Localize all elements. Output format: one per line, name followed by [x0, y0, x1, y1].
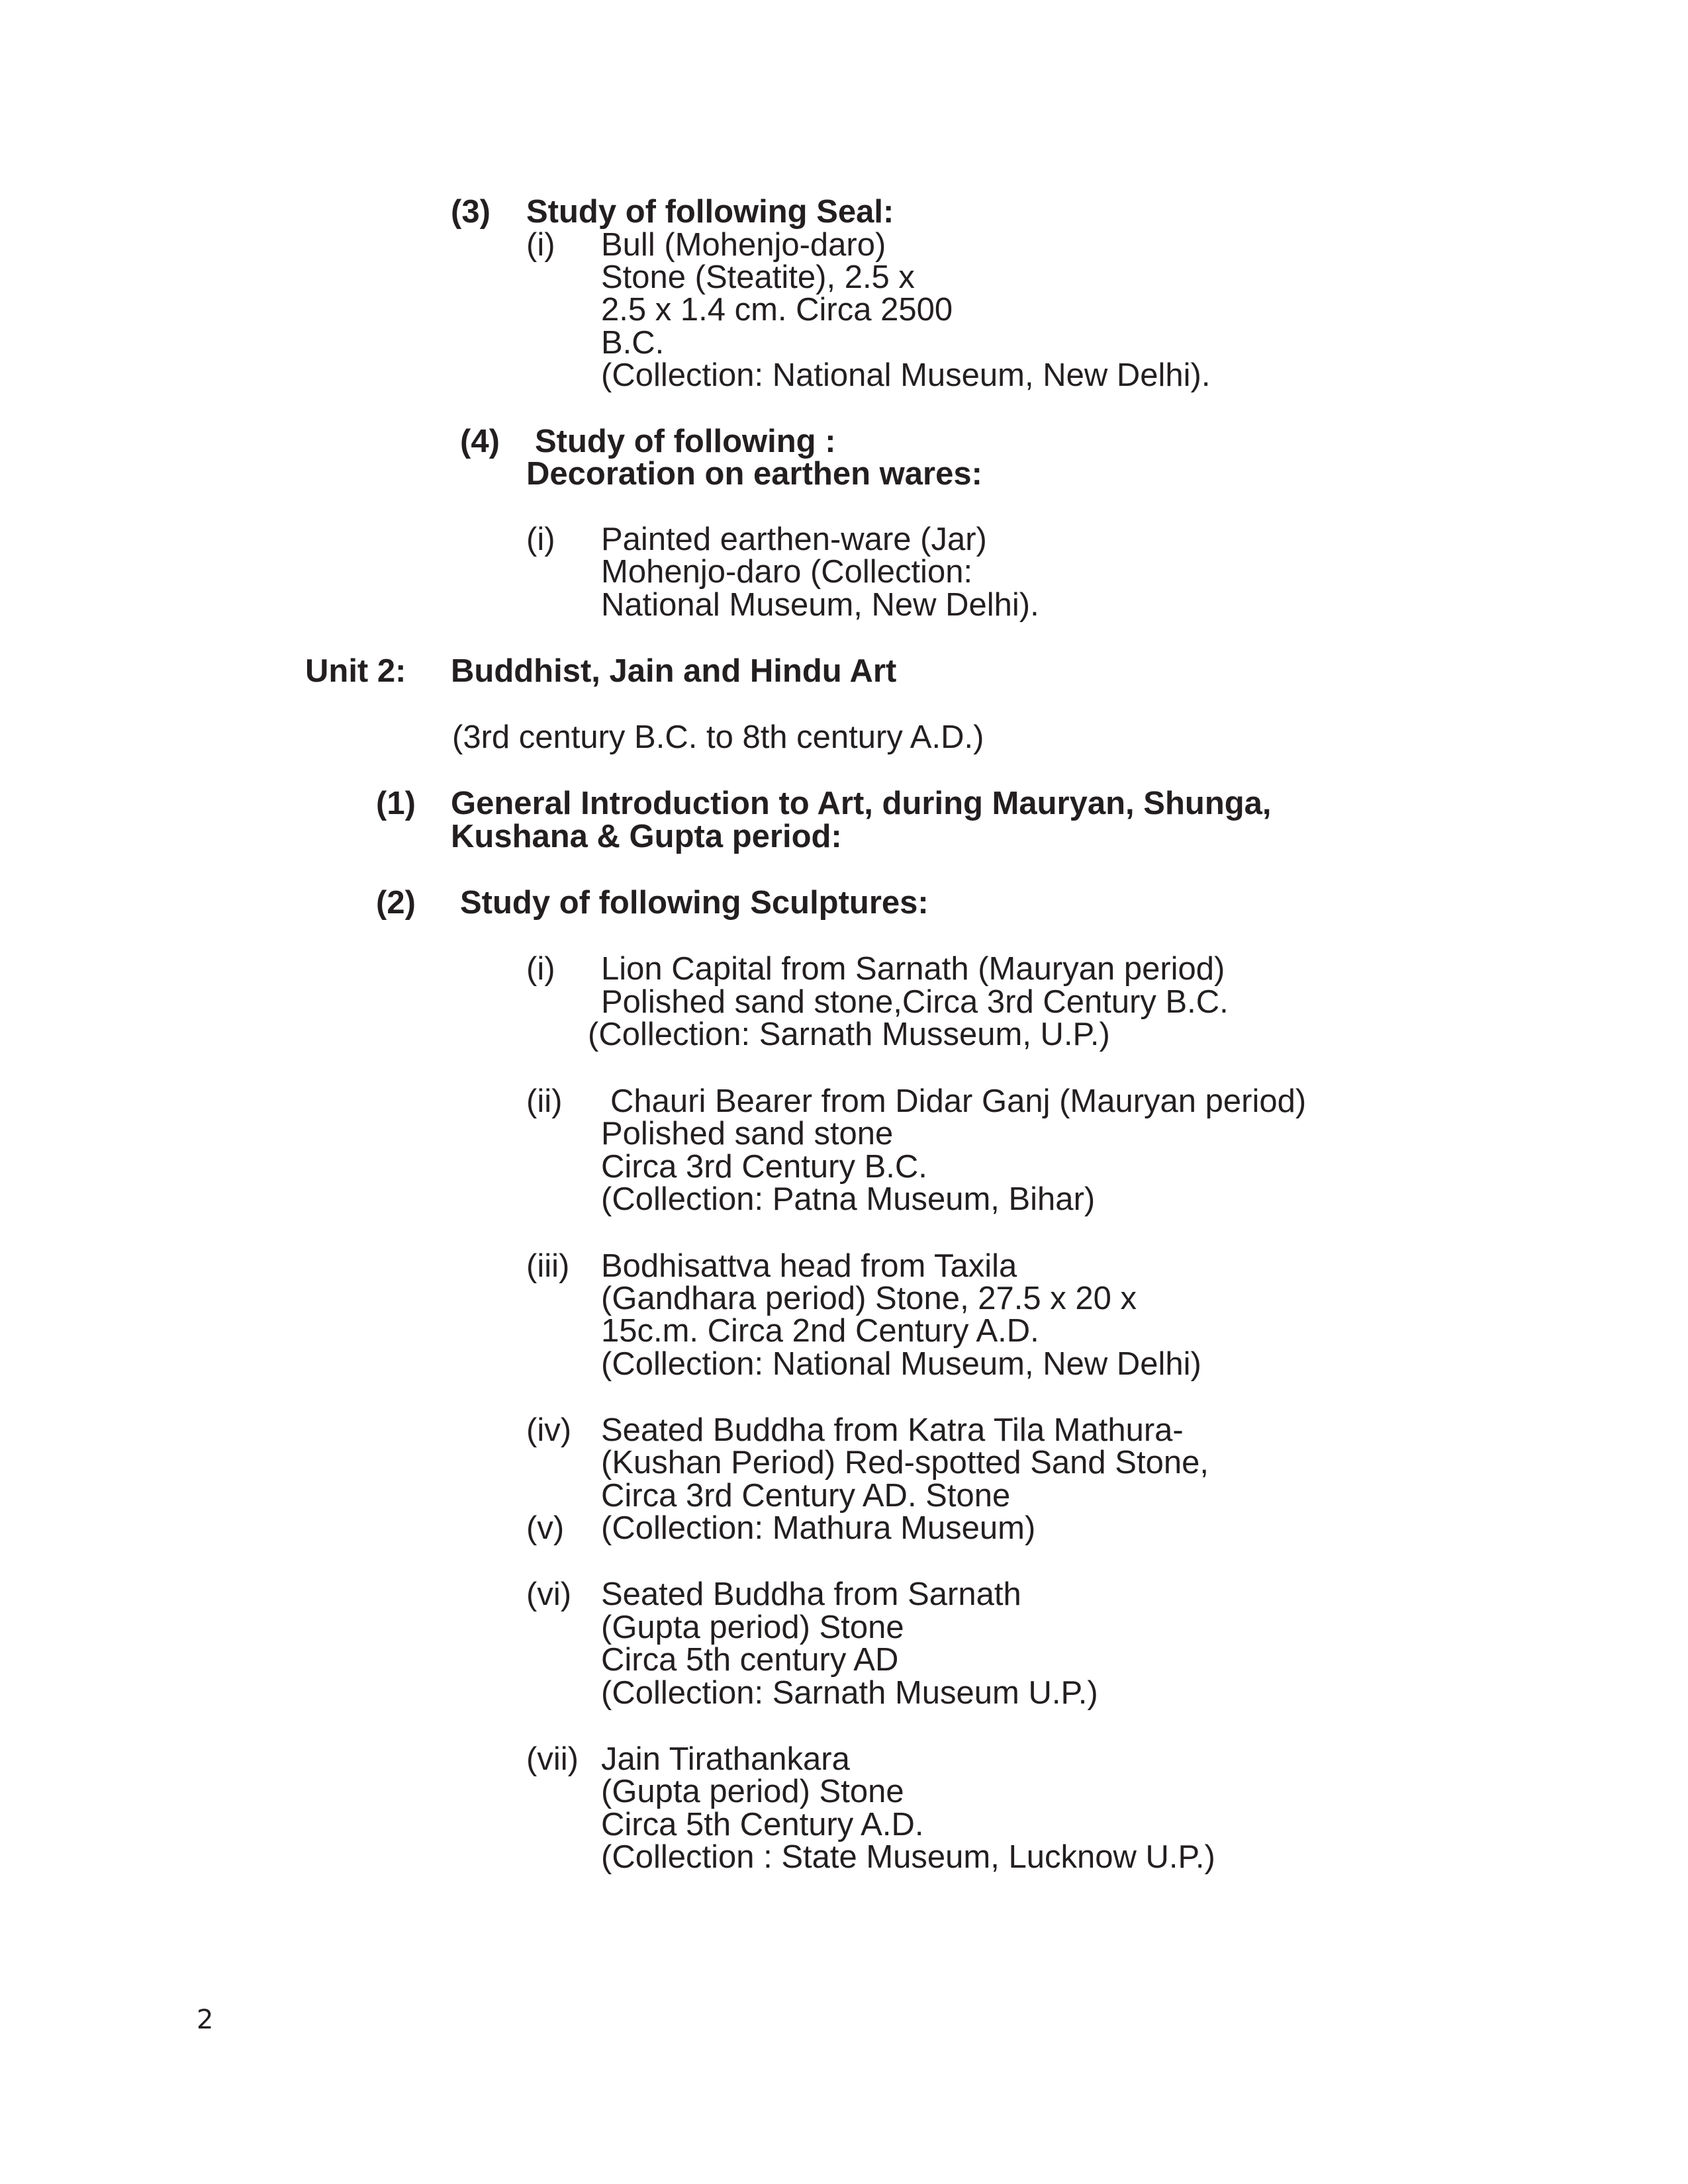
section-3-title: Study of following Seal:	[526, 194, 894, 230]
item-line: Circa 5th Century A.D.	[601, 1807, 924, 1843]
item-line: Seated Buddha from Katra Tila Mathura-	[601, 1412, 1184, 1448]
item-line: (Collection: Sarnath Museum U.P.)	[601, 1675, 1098, 1711]
section-2-number: (2)	[376, 885, 416, 921]
item-line: Bull (Mohenjo-daro)	[601, 227, 886, 263]
section-4-subtitle: Decoration on earthen wares:	[526, 456, 982, 492]
item-line: (Collection : State Museum, Lucknow U.P.)	[601, 1839, 1215, 1875]
item-label: (iii)	[526, 1248, 570, 1284]
item-line: (Collection: National Museum, New Delhi).	[601, 357, 1211, 393]
item-line: National Museum, New Delhi).	[601, 587, 1039, 623]
item-line: (Gupta period) Stone	[601, 1610, 904, 1645]
item-line: Circa 3rd Century AD. Stone	[601, 1478, 1011, 1514]
item-line: (Collection: Patna Museum, Bihar)	[601, 1181, 1096, 1217]
item-line: Lion Capital from Sarnath (Mauryan period)	[601, 951, 1225, 987]
section-3-number: (3)	[451, 194, 491, 230]
section-1-title: Kushana & Gupta period:	[451, 819, 842, 854]
item-label: (iv)	[526, 1412, 572, 1448]
item-line: (Gandhara period) Stone, 27.5 x 20 x	[601, 1281, 1137, 1316]
item-label: (i)	[526, 227, 555, 263]
section-4-number: (4)	[460, 424, 500, 459]
item-label: (ii)	[526, 1083, 563, 1119]
item-label: (i)	[526, 951, 555, 987]
item-line: B.C.	[601, 325, 665, 361]
unit-label: Unit 2:	[305, 653, 406, 689]
item-line: Polished sand stone,Circa 3rd Century B.C.	[601, 984, 1229, 1020]
item-line: Polished sand stone	[601, 1116, 894, 1152]
page-number: 2	[197, 2005, 214, 2035]
item-line: Chauri Bearer from Didar Ganj (Mauryan period)	[610, 1083, 1307, 1119]
item-line: 2.5 x 1.4 cm. Circa 2500	[601, 292, 953, 328]
item-line: (Gupta period) Stone	[601, 1774, 904, 1809]
item-line: (Collection: Sarnath Musseum, U.P.)	[588, 1017, 1110, 1052]
item-line: (Kushan Period) Red-spotted Sand Stone,	[601, 1445, 1209, 1480]
unit-title: Buddhist, Jain and Hindu Art	[451, 653, 897, 689]
section-1-title: General Introduction to Art, during Mauryan, Shunga,	[451, 786, 1272, 821]
item-line: Seated Buddha from Sarnath	[601, 1576, 1021, 1612]
section-4-title: Study of following :	[535, 424, 836, 459]
section-1-number: (1)	[376, 786, 416, 821]
section-2-title: Study of following Sculptures:	[460, 885, 929, 921]
item-line: (Collection: National Museum, New Delhi)	[601, 1346, 1201, 1382]
item-line: Painted earthen-ware (Jar)	[601, 522, 987, 557]
item-label: (i)	[526, 522, 555, 557]
item-label: (vii)	[526, 1741, 579, 1777]
item-label: (vi)	[526, 1576, 572, 1612]
item-line: Circa 3rd Century B.C.	[601, 1149, 927, 1185]
item-line: Stone (Steatite), 2.5 x	[601, 259, 915, 295]
item-line: (Collection: Mathura Museum)	[601, 1510, 1036, 1546]
item-line: Jain Tirathankara	[601, 1741, 850, 1777]
item-label: (v)	[526, 1510, 565, 1546]
item-line: Mohenjo-daro (Collection:	[601, 554, 973, 590]
item-line: 15c.m. Circa 2nd Century A.D.	[601, 1313, 1039, 1349]
item-line: Circa 5th century AD	[601, 1642, 899, 1678]
item-line: Bodhisattva head from Taxila	[601, 1248, 1017, 1284]
unit-subtitle: (3rd century B.C. to 8th century A.D.)	[452, 719, 984, 755]
